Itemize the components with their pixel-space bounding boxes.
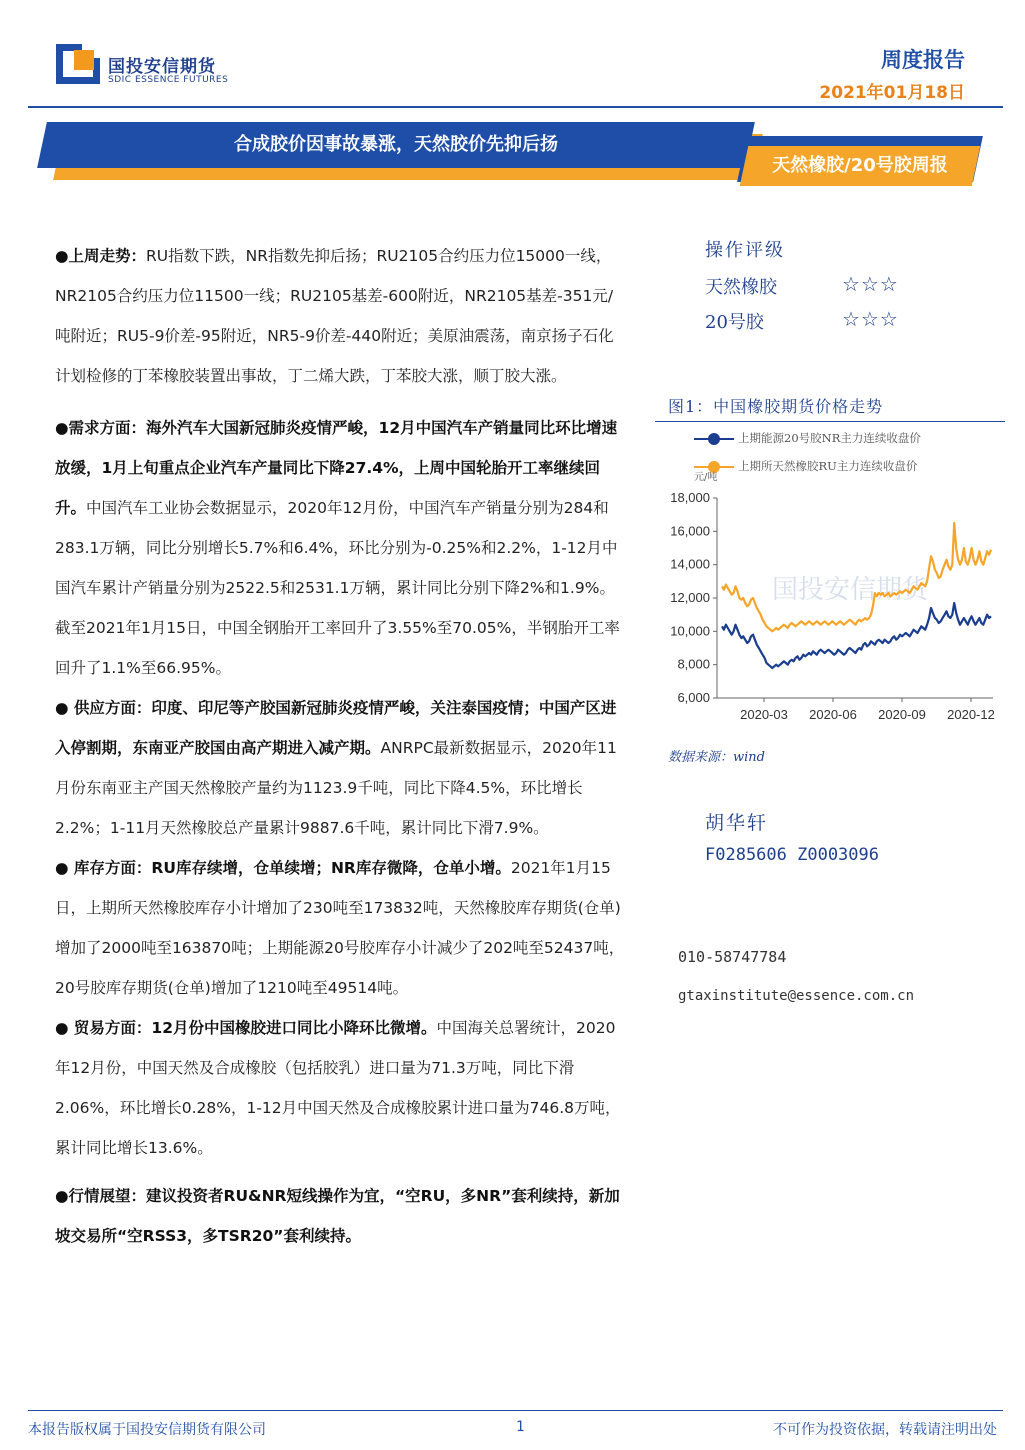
rating-stars-nr: ☆☆☆: [842, 307, 899, 331]
section-text: 中国海关总署统计，2020年12月份，中国天然及合成橡胶（包括胶乳）进口量为71.3万吨，同比下滑2.06%，环比增长0.28%，1-12月中国天然及合成橡胶累计进口量为746.8万吨，累计同比增长13.6%。: [55, 1019, 621, 1157]
x-tick-label: 2020-09: [878, 707, 926, 722]
chart-watermark: 国投安信期货: [771, 575, 929, 605]
series-line-nr: [722, 603, 991, 668]
x-tick-label: 2020-03: [740, 707, 788, 722]
report-body: [55, 236, 625, 1256]
y-tick-label: 12,000: [670, 590, 710, 605]
section-text: 中国汽车工业协会数据显示，2020年12月份，中国汽车产销量分别为284和283.1万辆，同比分别增长5.7%和6.4%，环比分别为-0.25%和2.2%，1-12月中国汽车累计产销量分别为2522.5和2531.1万辆，累计同比分别下降2%和1.9%。截至2021年1月15日，中国全钢胎开工率回升了3.55%至70.05%，半钢胎开工率回升了1.1%至66.95%。: [55, 499, 620, 677]
section-highlight: RU库存续增，仓单续增；NR库存微降，仓单小增。: [151, 859, 511, 877]
section-supply: [55, 688, 625, 848]
rating-name-rubber: 天然橡胶: [705, 277, 777, 298]
section-inventory: [55, 848, 625, 1008]
x-tick-label: 2020-12: [947, 707, 995, 722]
analyst-license: F0285606 Z0003096: [705, 845, 879, 865]
price-chart: [655, 480, 1005, 730]
brand-name-en: SDIC ESSENCE FUTURES: [108, 75, 229, 85]
y-tick-label: 14,000: [670, 556, 710, 572]
page-number: 1: [516, 1419, 525, 1435]
footer-copyright: 本报告版权属于国投安信期货有限公司: [28, 1422, 266, 1438]
legend-label-nr: 上期能源20号胶NR主力连续收盘价: [738, 431, 921, 445]
company-logo: [56, 44, 100, 84]
brand-name-cn: 国投安信期货: [108, 57, 216, 77]
rating-stars-rubber: ☆☆☆: [842, 272, 899, 296]
section-text: RU指数下跌，NR指数先抑后扬；RU2105合约压力位15000一线，NR2105合约压力位11500一线；RU2105基差-600附近，NR2105基差-351元/吨附近；RU5-9价差-95附近，NR5-9价差-440附近；美原油震荡，南京扬子石化计划检修的丁苯橡胶装置出事故，丁二烯大跌，丁苯胶大涨，顺丁胶大涨。: [55, 247, 614, 385]
section-heading: ● 库存方面：: [55, 859, 152, 877]
section-trade: [55, 1008, 625, 1168]
section-text: 2021年1月15日，上期所天然橡胶库存小计增加了230吨至173832吨，天然橡胶库存期货(仓单)增加了2000吨至163870吨；上期能源20号胶库存小计减少了202吨至52437吨，20号胶库存期货(仓单)增加了1210吨至49514吨。: [55, 859, 625, 997]
report-category-tag: 天然橡胶/20号胶周报: [772, 155, 948, 176]
section-highlight: 建议投资者RU&NR短线操作为宜，“空RU，多NR”套利续持，新加坡交易所“空RSS3，多TSR20”套利续持。: [55, 1187, 620, 1245]
section-highlight: 印度、印尼等产胶国新冠肺炎疫情严峻，关注泰国疫情；中国产区进入停割期，东南亚产胶国由高产期进入减产期。: [55, 699, 617, 757]
figure-divider: [655, 421, 1005, 422]
section-weekly-trend: [55, 236, 625, 396]
section-outlook: [55, 1176, 625, 1256]
y-axis-unit: 元/吨: [694, 472, 718, 483]
header-divider: [28, 106, 1003, 108]
figure-title: 图1：中国橡胶期货价格走势: [668, 397, 884, 416]
legend-marker-nr: [694, 432, 734, 446]
contact-phone: 010-58747784: [678, 948, 787, 966]
section-text: ANRPC最新数据显示，2020年11月份东南亚主产国天然橡胶产量约为1123.9千吨，同比下降4.5%，环比增长2.2%；1-11月天然橡胶总产量累计9887.6千吨，累计同比下滑7.9%。: [55, 739, 617, 837]
report-title: 合成胶价因事故暴涨，天然胶价先抑后扬: [234, 134, 558, 155]
section-heading: ●上周走势：: [55, 247, 147, 265]
legend-label-ru: 上期所天然橡胶RU主力连续收盘价: [738, 459, 918, 473]
report-date: 2021年01月18日: [819, 83, 965, 103]
footer-disclaimer: 不可作为投资依据，转载请注明出处: [773, 1422, 997, 1438]
section-demand: [55, 408, 625, 688]
rating-name-nr: 20号胶: [705, 312, 764, 333]
figure-source: 数据来源：wind: [668, 750, 765, 765]
contact-email[interactable]: gtaxinstitute@essence.com.cn: [678, 988, 915, 1004]
y-tick-label: 16,000: [670, 523, 710, 539]
x-tick-label: 2020-06: [809, 707, 857, 722]
report-type: 周度报告: [881, 48, 965, 72]
section-highlight: 12月份中国橡胶进口同比小降环比微增。: [151, 1019, 437, 1037]
y-tick-label: 10,000: [670, 623, 710, 639]
footer-divider: [28, 1410, 1003, 1411]
section-heading: ● 供应方面：: [55, 699, 152, 717]
section-heading: ● 贸易方面：: [55, 1019, 152, 1037]
y-tick-label: 6,000: [677, 690, 710, 705]
section-heading: ●行情展望：: [55, 1187, 147, 1205]
rating-title: 操作评级: [705, 240, 785, 261]
y-tick-label: 8,000: [677, 656, 710, 672]
y-tick-label: 18,000: [670, 490, 710, 505]
section-heading: ●需求方面：: [55, 419, 147, 437]
section-highlight: 海外汽车大国新冠肺炎疫情严峻，12月中国汽车产销量同比环比增速放缓，1月上旬重点企业汽车产量同比下降27.4%，上周中国轮胎开工率继续回升。: [55, 419, 618, 517]
analyst-name: 胡华轩: [705, 812, 769, 834]
